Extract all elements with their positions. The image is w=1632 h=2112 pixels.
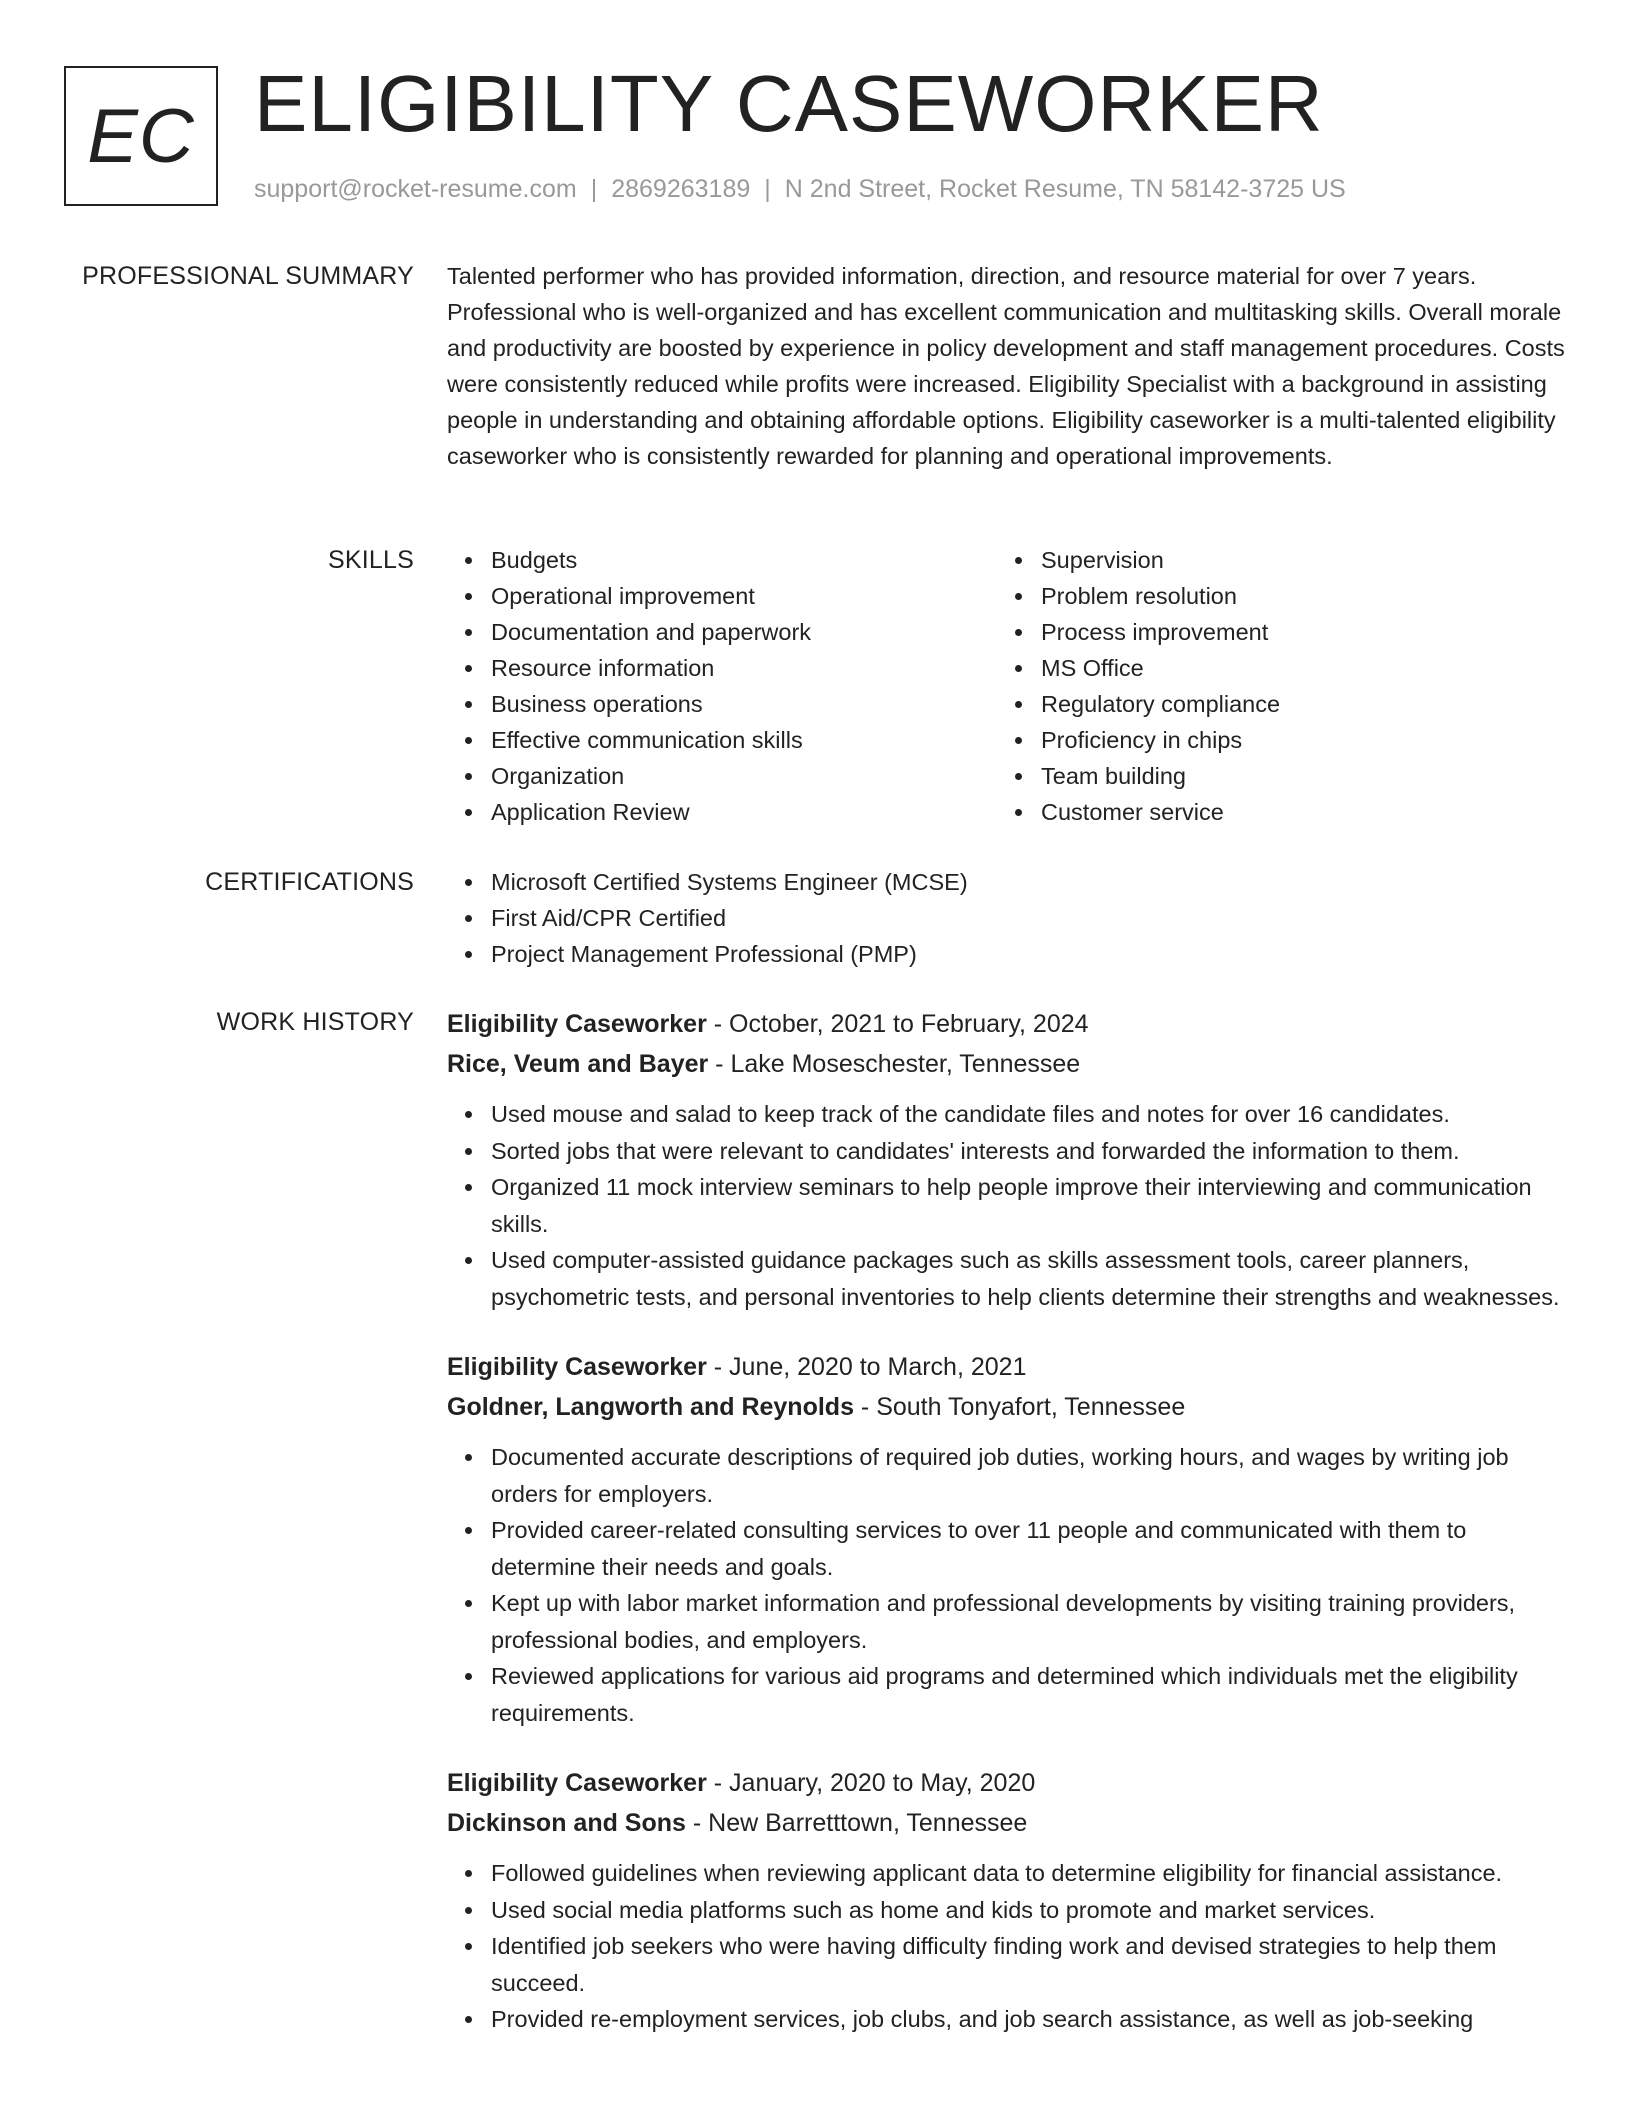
monogram-badge bbox=[64, 66, 218, 206]
work-history-body bbox=[447, 1004, 1567, 2070]
certification-item: Microsoft Certified Systems Engineer (MCSE) bbox=[491, 864, 1567, 900]
skill-item: Operational improvement bbox=[491, 578, 997, 614]
summary-text: Talented performer who has provided information, direction, and resource material for over 7 years. Professional who is well-organized and has excellent communication and multitasking skills. Overall morale and productivity are boosted by experience in policy development and staff management procedures. Costs were consistently reduced while profits were increased. Eligibility Specialist with a background in assisting people in understanding and obtaining affordable options. Eligibility caseworker is a multi-talented eligibility caseworker who is consistently rewarded for planning and operational improvements. bbox=[447, 263, 1565, 469]
job-entry bbox=[447, 1347, 1567, 1731]
job-bullet: Used computer-assisted guidance packages such as skills assessment tools, career planners, psychometric tests, and personal inventories to help clients determine their strengths and weaknesses. bbox=[491, 1242, 1567, 1315]
skills-grid bbox=[447, 542, 1567, 830]
skill-item: Business operations bbox=[491, 686, 997, 722]
skill-item: Customer service bbox=[1041, 794, 1547, 830]
job-company-line bbox=[447, 1803, 1567, 1843]
job-dates: - January, 2020 to May, 2020 bbox=[706, 1769, 1036, 1797]
skills-column-right bbox=[997, 542, 1547, 830]
job-title: Eligibility Caseworker bbox=[447, 1769, 707, 1797]
job-bullet: Organized 11 mock interview seminars to help people improve their interviewing and communication skills. bbox=[491, 1169, 1567, 1242]
job-location: - South Tonyafort, Tennessee bbox=[853, 1393, 1186, 1421]
job-bullet: Kept up with labor market information and professional developments by visiting training providers, professional bodies, and employers. bbox=[491, 1585, 1567, 1658]
skill-item: Budgets bbox=[491, 542, 997, 578]
skills-list-left bbox=[447, 542, 997, 830]
job-title: Eligibility Caseworker bbox=[447, 1010, 707, 1038]
job-location: - New Barretttown, Tennessee bbox=[685, 1809, 1028, 1837]
job-location: - Lake Moseschester, Tennessee bbox=[708, 1050, 1081, 1078]
contact-separator: | bbox=[590, 175, 598, 203]
skill-item: Proficiency in chips bbox=[1041, 722, 1547, 758]
job-bullets bbox=[447, 1439, 1567, 1731]
skills-list-right bbox=[997, 542, 1547, 830]
job-company-line bbox=[447, 1044, 1567, 1084]
job-bullet: Reviewed applications for various aid programs and determined which individuals met the eligibility requirements. bbox=[491, 1658, 1567, 1731]
section-label-summary: PROFESSIONAL SUMMARY bbox=[82, 262, 414, 290]
job-dates: - June, 2020 to March, 2021 bbox=[706, 1353, 1027, 1381]
job-bullets bbox=[447, 1855, 1567, 2038]
contact-line bbox=[254, 172, 1346, 206]
skill-item: Team building bbox=[1041, 758, 1547, 794]
contact-email: support@rocket-resume.com bbox=[254, 175, 577, 203]
skill-item: MS Office bbox=[1041, 650, 1547, 686]
monogram-initials: EC bbox=[87, 93, 195, 179]
job-bullet: Followed guidelines when reviewing applicant data to determine eligibility for financial assistance. bbox=[491, 1855, 1567, 1892]
job-bullet: Sorted jobs that were relevant to candidates' interests and forwarded the information to them. bbox=[491, 1133, 1567, 1170]
skill-item: Documentation and paperwork bbox=[491, 614, 997, 650]
skill-item: Process improvement bbox=[1041, 614, 1547, 650]
job-dates: - October, 2021 to February, 2024 bbox=[706, 1010, 1089, 1038]
skill-item: Supervision bbox=[1041, 542, 1547, 578]
job-title: Eligibility Caseworker bbox=[447, 1353, 707, 1381]
job-entry bbox=[447, 1763, 1567, 2038]
summary-body bbox=[447, 258, 1567, 474]
job-title-line bbox=[447, 1004, 1567, 1044]
job-bullet: Identified job seekers who were having difficulty finding work and devised strategies to help them succeed. bbox=[491, 1928, 1567, 2001]
certifications-body bbox=[447, 864, 1567, 972]
job-company: Rice, Veum and Bayer bbox=[447, 1050, 709, 1078]
skill-item: Resource information bbox=[491, 650, 997, 686]
job-company: Dickinson and Sons bbox=[447, 1809, 686, 1837]
job-bullet: Documented accurate descriptions of required job duties, working hours, and wages by writing job orders for employers. bbox=[491, 1439, 1567, 1512]
section-label-certifications: CERTIFICATIONS bbox=[205, 868, 414, 896]
job-bullets bbox=[447, 1096, 1567, 1315]
job-bullet: Used social media platforms such as home and kids to promote and market services. bbox=[491, 1892, 1567, 1929]
skill-item: Problem resolution bbox=[1041, 578, 1547, 614]
job-entry bbox=[447, 1004, 1567, 1315]
skills-column-left bbox=[447, 542, 997, 830]
section-label-work-history: WORK HISTORY bbox=[216, 1008, 414, 1036]
contact-phone: 2869263189 bbox=[611, 175, 751, 203]
job-title-line bbox=[447, 1763, 1567, 1803]
certification-item: First Aid/CPR Certified bbox=[491, 900, 1567, 936]
job-bullet: Provided career-related consulting services to over 11 people and communicated with them to determine their needs and goals. bbox=[491, 1512, 1567, 1585]
job-company-line bbox=[447, 1387, 1567, 1427]
job-title-line bbox=[447, 1347, 1567, 1387]
contact-address: N 2nd Street, Rocket Resume, TN 58142-3725 US bbox=[784, 175, 1346, 203]
certifications-list bbox=[447, 864, 1567, 972]
job-company: Goldner, Langworth and Reynolds bbox=[447, 1393, 854, 1421]
job-bullet: Provided re-employment services, job clubs, and job search assistance, as well as job-seeking bbox=[491, 2001, 1567, 2038]
skill-item: Effective communication skills bbox=[491, 722, 997, 758]
skill-item: Regulatory compliance bbox=[1041, 686, 1547, 722]
section-label-skills: SKILLS bbox=[328, 546, 414, 574]
skill-item: Organization bbox=[491, 758, 997, 794]
job-bullet: Used mouse and salad to keep track of the candidate files and notes for over 16 candidates. bbox=[491, 1096, 1567, 1133]
contact-separator: | bbox=[764, 175, 771, 203]
certification-item: Project Management Professional (PMP) bbox=[491, 936, 1567, 972]
skill-item: Application Review bbox=[491, 794, 997, 830]
resume-title: ELIGIBILITY CASEWORKER bbox=[254, 59, 1324, 148]
